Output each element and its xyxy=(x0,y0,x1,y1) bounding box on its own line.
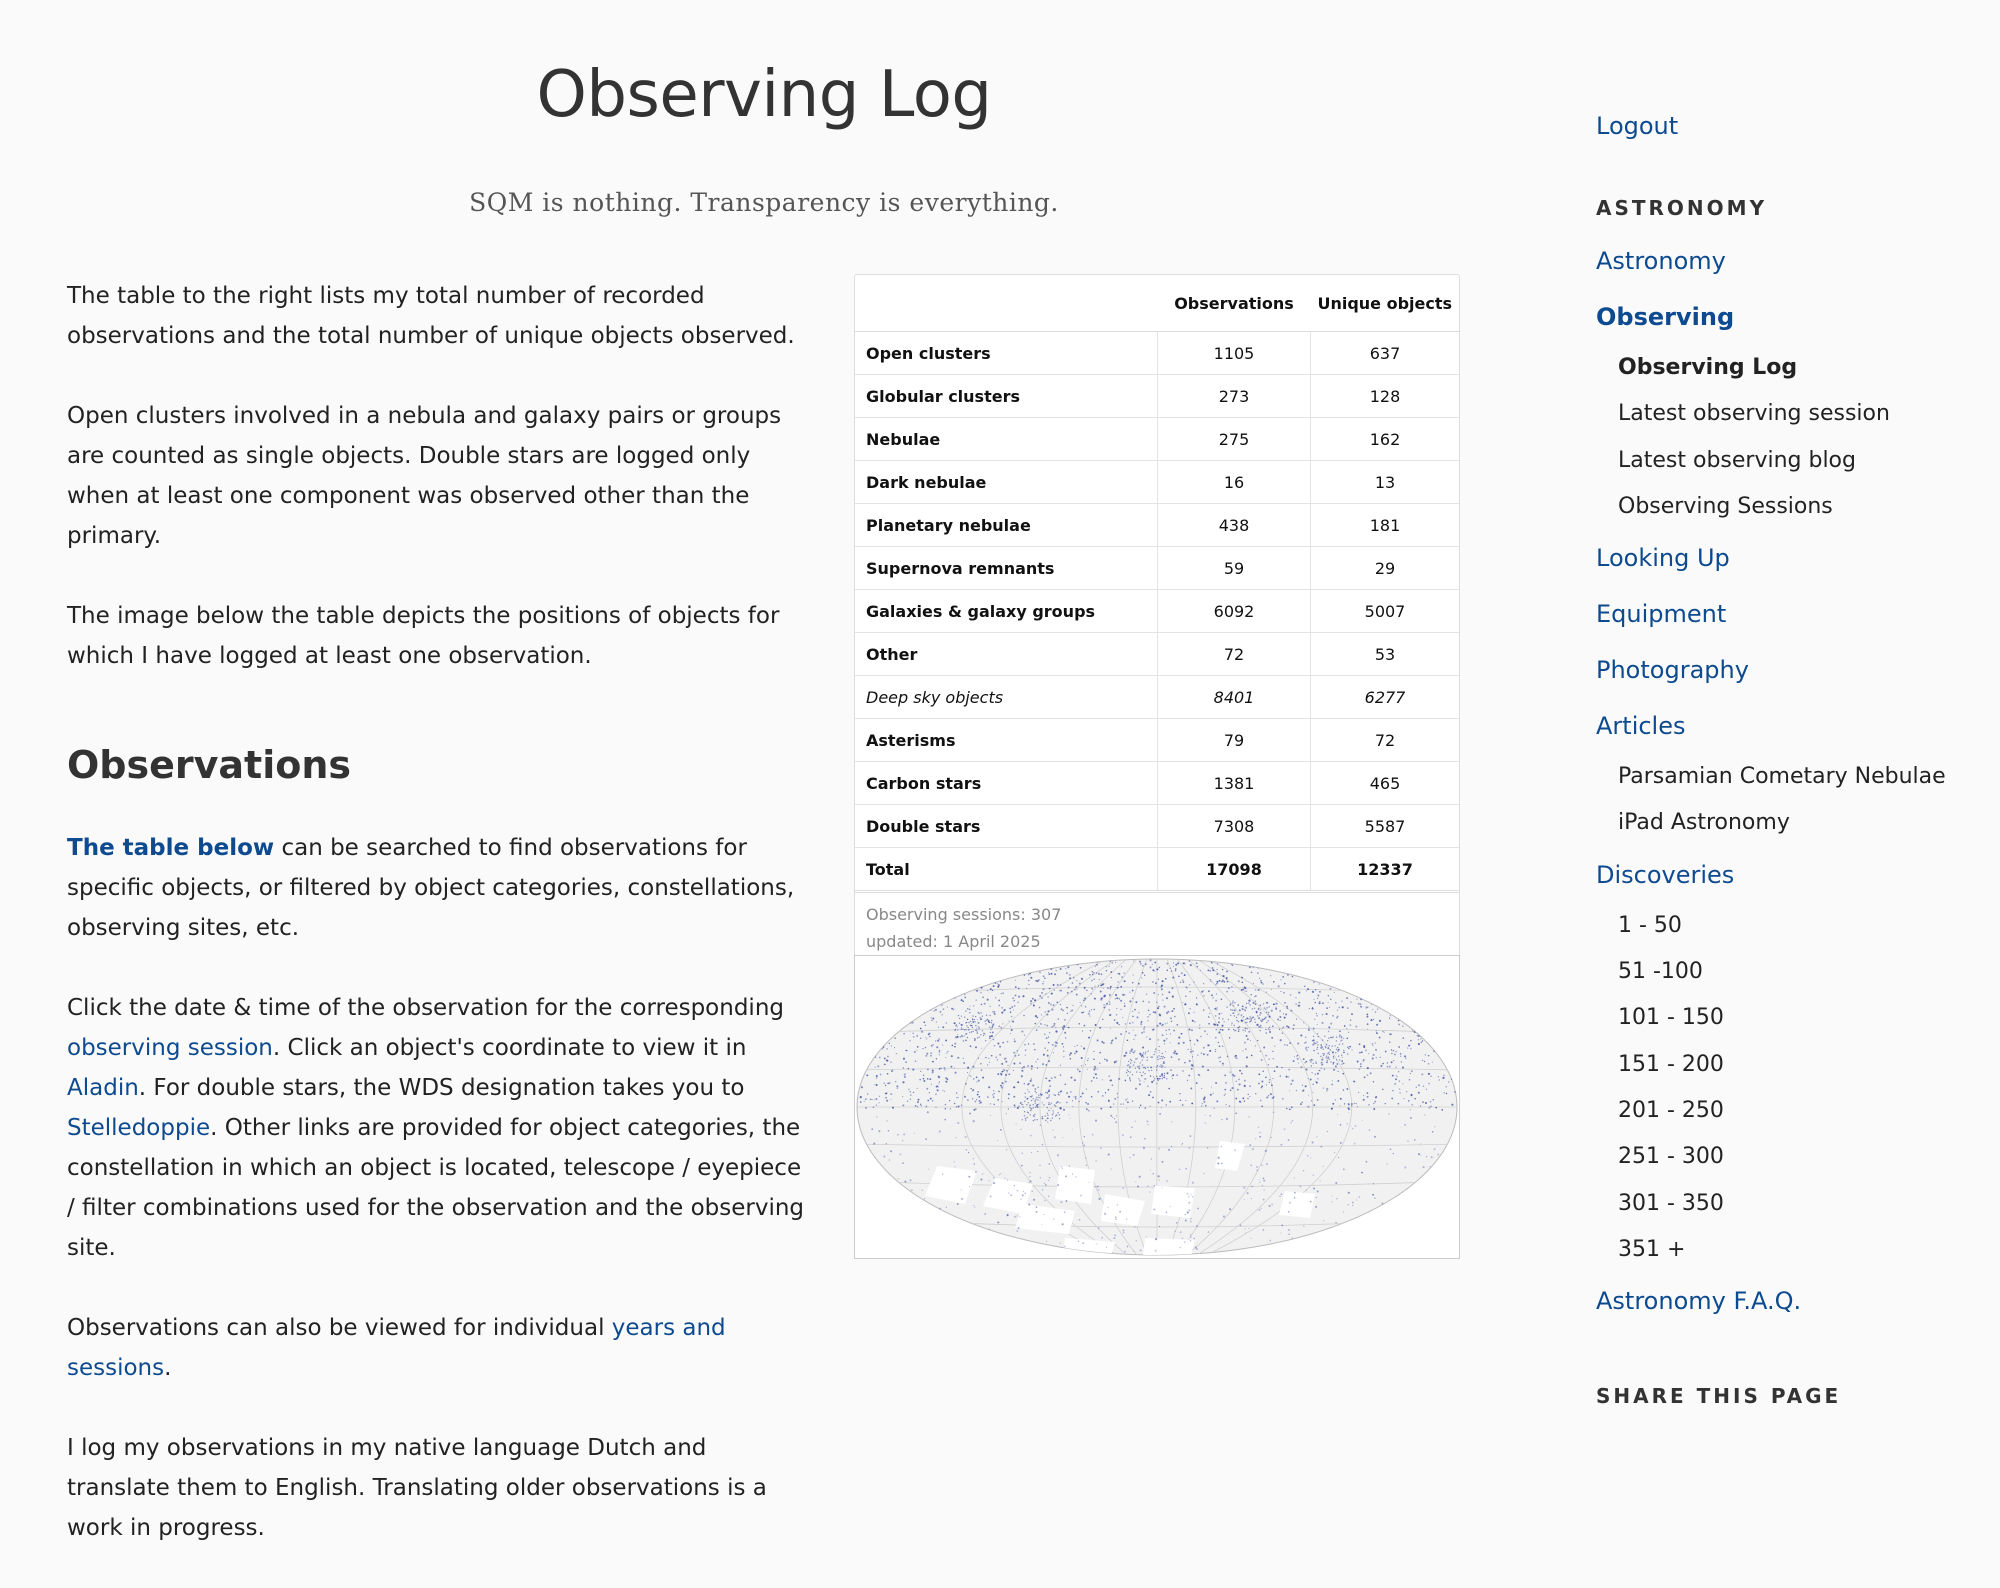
stats-category-cell: Carbon stars xyxy=(855,762,1158,805)
updated-date: updated: 1 April 2025 xyxy=(866,932,1041,951)
observation-stats-card xyxy=(854,274,1460,966)
stats-row xyxy=(855,332,1459,375)
counting-note-paragraph: Open clusters involved in a nebula and galaxy pairs or groups are counted as single objects. Double stars are logged only when at least one component was observed other than the primary. xyxy=(67,403,782,549)
stats-unique-cell: 465 xyxy=(1311,762,1460,805)
stats-observations-cell: 6092 xyxy=(1158,590,1311,633)
sky-map-image xyxy=(854,955,1460,1259)
stats-row xyxy=(855,504,1459,547)
sidebar-subitem-discoveries-251-300[interactable]: 251 - 300 xyxy=(1618,1144,1724,1170)
sidebar-subitem-latest-session[interactable]: Latest observing session xyxy=(1618,401,1890,427)
stats-unique-cell: 13 xyxy=(1311,461,1460,504)
stats-unique-cell: 637 xyxy=(1311,332,1460,375)
links-text-d: . Other links are provided for object categories, the constellation in which an object is located, telescope / eyepiece / filter combinations used for the observation and the observing site. xyxy=(67,1115,805,1261)
sidebar-item-looking-up[interactable]: Looking Up xyxy=(1596,544,1730,573)
search-paragraph xyxy=(67,828,807,948)
logout-link[interactable]: Logout xyxy=(1596,112,1679,140)
observing-session-link[interactable]: observing session xyxy=(67,1035,273,1061)
map-note-paragraph: The image below the table depicts the positions of objects for which I have logged at least one observation. xyxy=(67,603,780,669)
sidebar-item-photography[interactable]: Photography xyxy=(1596,656,1749,685)
sidebar-subitem-discoveries-101-150[interactable]: 101 - 150 xyxy=(1618,1005,1724,1031)
stats-row xyxy=(855,461,1459,504)
stats-unique-cell: 12337 xyxy=(1311,848,1460,892)
stats-observations-cell: 438 xyxy=(1158,504,1311,547)
stats-observations-cell: 16 xyxy=(1158,461,1311,504)
stats-category-cell: Open clusters xyxy=(855,332,1158,375)
years-text-a: Observations can also be viewed for individual xyxy=(67,1315,612,1341)
stats-observations-cell: 17098 xyxy=(1158,848,1311,892)
tagline: SQM is nothing. Transparency is everything. xyxy=(469,188,1059,217)
links-text-a: Click the date & time of the observation for the corresponding xyxy=(67,995,784,1021)
links-paragraph xyxy=(67,988,807,1268)
years-and-sessions-link[interactable]: years and sessions xyxy=(67,1315,726,1381)
stats-header-unique: Unique objects xyxy=(1311,275,1460,332)
aladin-link[interactable]: Aladin xyxy=(67,1075,139,1101)
sidebar xyxy=(1596,104,1976,1411)
sidebar-subitem-latest-blog[interactable]: Latest observing blog xyxy=(1618,447,1856,473)
sidebar-subitem-ipad-astronomy[interactable]: iPad Astronomy xyxy=(1618,810,1790,836)
links-text-b: . Click an object's coordinate to view it in xyxy=(272,1035,747,1061)
years-text-b: . xyxy=(164,1355,172,1381)
stats-unique-cell: 29 xyxy=(1311,547,1460,590)
sidebar-subitem-observing-sessions[interactable]: Observing Sessions xyxy=(1618,493,1833,519)
stats-row xyxy=(855,590,1459,633)
stats-category-cell: Double stars xyxy=(855,805,1158,848)
stats-row xyxy=(855,633,1459,676)
stats-observations-cell: 1381 xyxy=(1158,762,1311,805)
stats-category-cell: Total xyxy=(855,848,1158,892)
language-paragraph: I log my observations in my native language Dutch and translate them to English. Translating older observations is a work in progress. xyxy=(67,1435,767,1541)
stats-unique-cell: 72 xyxy=(1311,719,1460,762)
stats-category-cell: Globular clusters xyxy=(855,375,1158,418)
stats-observations-cell: 79 xyxy=(1158,719,1311,762)
stats-row xyxy=(855,375,1459,418)
observation-stats-table xyxy=(855,275,1459,893)
table-below-link[interactable]: The table below xyxy=(67,835,275,861)
stats-unique-cell: 5007 xyxy=(1311,590,1460,633)
observations-heading: Observations xyxy=(67,743,352,787)
sidebar-subitem-observing-log[interactable]: Observing Log xyxy=(1618,355,1798,380)
stats-unique-cell: 5587 xyxy=(1311,805,1460,848)
stats-category-cell: Other xyxy=(855,633,1158,676)
stats-unique-cell: 162 xyxy=(1311,418,1460,461)
stats-row xyxy=(855,418,1459,461)
years-paragraph xyxy=(67,1308,807,1388)
stats-category-cell: Planetary nebulae xyxy=(855,504,1158,547)
stats-row xyxy=(855,762,1459,805)
stats-observations-cell: 59 xyxy=(1158,547,1311,590)
stats-unique-cell: 6277 xyxy=(1311,676,1460,719)
stats-header-category xyxy=(855,275,1158,332)
stats-row xyxy=(855,676,1459,719)
sidebar-subitem-parsamian[interactable]: Parsamian Cometary Nebulae xyxy=(1618,764,1946,790)
intro-paragraph: The table to the right lists my total number of recorded observations and the total number of unique objects observed. xyxy=(67,283,795,349)
sidebar-subitem-discoveries-351-plus[interactable]: 351 + xyxy=(1618,1236,1686,1262)
stats-unique-cell: 181 xyxy=(1311,504,1460,547)
stats-row xyxy=(855,719,1459,762)
stats-observations-cell: 273 xyxy=(1158,375,1311,418)
links-text-c: . For double stars, the WDS designation takes you to xyxy=(138,1075,745,1101)
sidebar-subitem-discoveries-1-50[interactable]: 1 - 50 xyxy=(1618,912,1682,938)
stats-observations-cell: 7308 xyxy=(1158,805,1311,848)
stats-observations-cell: 72 xyxy=(1158,633,1311,676)
stelledoppie-link[interactable]: Stelledoppie xyxy=(67,1115,211,1141)
stats-category-cell: Galaxies & galaxy groups xyxy=(855,590,1158,633)
sidebar-item-equipment[interactable]: Equipment xyxy=(1596,600,1727,629)
stats-category-cell: Asterisms xyxy=(855,719,1158,762)
sidebar-subitem-discoveries-51-100[interactable]: 51 -100 xyxy=(1618,959,1703,985)
sky-map-graphic xyxy=(855,956,1459,1258)
stats-observations-cell: 275 xyxy=(1158,418,1311,461)
stats-row xyxy=(855,805,1459,848)
stats-header-observations: Observations xyxy=(1158,275,1311,332)
stats-category-cell: Supernova remnants xyxy=(855,547,1158,590)
sidebar-item-astronomy[interactable]: Astronomy xyxy=(1596,247,1726,275)
stats-observations-cell: 8401 xyxy=(1158,676,1311,719)
stats-observations-cell: 1105 xyxy=(1158,332,1311,375)
stats-unique-cell: 128 xyxy=(1311,375,1460,418)
sidebar-item-faq[interactable]: Astronomy F.A.Q. xyxy=(1596,1287,1802,1316)
main-content xyxy=(67,276,807,1588)
stats-category-cell: Nebulae xyxy=(855,418,1158,461)
sidebar-subitem-discoveries-301-350[interactable]: 301 - 350 xyxy=(1618,1190,1724,1216)
sidebar-item-articles[interactable]: Articles xyxy=(1596,712,1686,741)
share-heading: SHARE THIS PAGE xyxy=(1596,1384,1842,1409)
stats-unique-cell: 53 xyxy=(1311,633,1460,676)
sidebar-item-observing[interactable]: Observing xyxy=(1596,303,1735,331)
page-title: Observing Log xyxy=(536,58,992,132)
astronomy-heading: ASTRONOMY xyxy=(1596,196,1768,220)
stats-category-cell: Dark nebulae xyxy=(855,461,1158,504)
sidebar-subitem-discoveries-151-200[interactable]: 151 - 200 xyxy=(1618,1051,1724,1077)
stats-row xyxy=(855,848,1459,892)
stats-body xyxy=(855,332,1459,892)
sessions-count: Observing sessions: 307 xyxy=(866,905,1062,924)
stats-row xyxy=(855,547,1459,590)
sidebar-subitem-discoveries-201-250[interactable]: 201 - 250 xyxy=(1618,1097,1724,1123)
sidebar-item-discoveries[interactable]: Discoveries xyxy=(1596,860,1735,889)
search-paragraph-text: can be searched to find observations for specific objects, or filtered by object categories, constellations, observing sites, etc. xyxy=(67,835,795,941)
stats-category-cell: Deep sky objects xyxy=(855,676,1158,719)
